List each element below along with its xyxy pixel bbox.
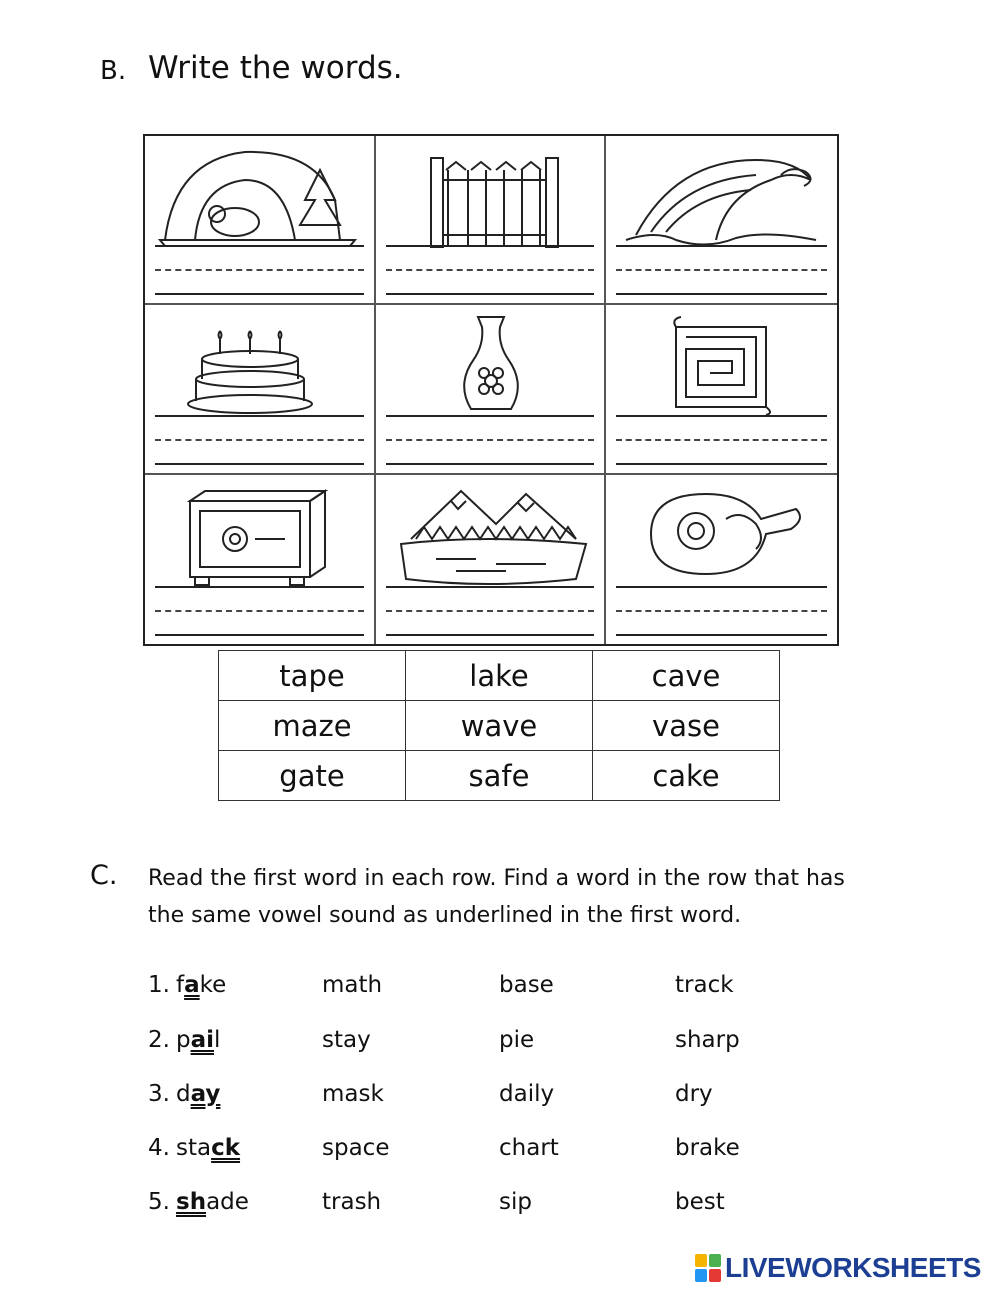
picture-cell-2[interactable] bbox=[376, 136, 607, 305]
underlined-sound: ay bbox=[190, 1081, 221, 1107]
option-word[interactable]: brake bbox=[675, 1135, 740, 1161]
question-word: fake bbox=[176, 972, 227, 998]
question-row-2 bbox=[148, 1027, 788, 1067]
question-number: 3. bbox=[148, 1081, 170, 1107]
option-word[interactable]: dry bbox=[675, 1081, 713, 1107]
underlined-sound: a bbox=[184, 972, 200, 998]
option-word[interactable]: base bbox=[499, 972, 554, 998]
option-word[interactable]: chart bbox=[499, 1135, 559, 1161]
option-word[interactable]: space bbox=[322, 1135, 390, 1161]
word-bank-row bbox=[219, 751, 780, 801]
word-bank-cell: wave bbox=[406, 701, 593, 751]
option-word[interactable]: sip bbox=[499, 1189, 532, 1215]
instruction-line: Read the first word in each row. Find a word in the row that has bbox=[148, 866, 845, 891]
wave-icon bbox=[616, 140, 826, 248]
word-bank-row bbox=[219, 701, 780, 751]
tape-icon bbox=[616, 479, 826, 587]
question-word: shade bbox=[176, 1189, 249, 1215]
lake-icon bbox=[386, 479, 596, 587]
picture-cell-5[interactable] bbox=[376, 305, 607, 474]
option-word[interactable]: daily bbox=[499, 1081, 555, 1107]
question-number: 1. bbox=[148, 972, 170, 998]
underlined-sound: ai bbox=[190, 1027, 215, 1053]
picture-cell-7[interactable] bbox=[145, 475, 376, 644]
vase-icon bbox=[386, 309, 596, 417]
option-word[interactable]: best bbox=[675, 1189, 725, 1215]
word-bank-row bbox=[219, 651, 780, 701]
picture-cell-4[interactable] bbox=[145, 305, 376, 474]
option-word[interactable]: stay bbox=[322, 1027, 371, 1053]
question-word: pail bbox=[176, 1027, 221, 1053]
underlined-sound: ck bbox=[211, 1135, 241, 1161]
safe-icon bbox=[155, 479, 365, 587]
word-bank-table bbox=[218, 650, 780, 801]
question-number: 2. bbox=[148, 1027, 170, 1053]
underlined-sound: sh bbox=[176, 1189, 207, 1215]
picture-cell-6[interactable] bbox=[606, 305, 837, 474]
picture-cell-1[interactable] bbox=[145, 136, 376, 305]
word-bank-cell: cake bbox=[593, 751, 780, 801]
word-bank-cell: cave bbox=[593, 651, 780, 701]
question-row-1 bbox=[148, 972, 788, 1012]
option-word[interactable]: track bbox=[675, 972, 734, 998]
logo-text: LIVEWORKSHEETS bbox=[725, 1252, 981, 1283]
question-number: 5. bbox=[148, 1189, 170, 1215]
picture-cell-3[interactable] bbox=[606, 136, 837, 305]
option-word[interactable]: sharp bbox=[675, 1027, 740, 1053]
section-b-title: Write the words. bbox=[148, 50, 403, 86]
word-bank-cell: maze bbox=[219, 701, 406, 751]
word-bank-cell: safe bbox=[406, 751, 593, 801]
liveworksheets-logo bbox=[695, 1252, 981, 1284]
option-word[interactable]: math bbox=[322, 972, 383, 998]
question-row-5 bbox=[148, 1189, 788, 1229]
instruction-line: the same vowel sound as underlined in the first word. bbox=[148, 903, 742, 928]
picture-cell-9[interactable] bbox=[606, 475, 837, 644]
maze-icon bbox=[616, 309, 826, 417]
cave-icon bbox=[155, 140, 365, 248]
picture-grid bbox=[143, 134, 839, 646]
option-word[interactable]: mask bbox=[322, 1081, 384, 1107]
word-bank-cell: tape bbox=[219, 651, 406, 701]
word-bank-cell: lake bbox=[406, 651, 593, 701]
question-word: stack bbox=[176, 1135, 241, 1161]
cake-icon bbox=[155, 309, 365, 417]
word-bank-cell: vase bbox=[593, 701, 780, 751]
question-row-4 bbox=[148, 1135, 788, 1175]
question-row-3 bbox=[148, 1081, 788, 1121]
option-word[interactable]: pie bbox=[499, 1027, 535, 1053]
section-c-letter: C. bbox=[90, 860, 118, 891]
gate-icon bbox=[386, 140, 596, 248]
section-b-letter: B. bbox=[100, 56, 127, 86]
option-word[interactable]: trash bbox=[322, 1189, 382, 1215]
picture-cell-8[interactable] bbox=[376, 475, 607, 644]
word-bank-cell: gate bbox=[219, 751, 406, 801]
question-word: day bbox=[176, 1081, 221, 1107]
question-number: 4. bbox=[148, 1135, 170, 1161]
section-c-instructions bbox=[148, 860, 968, 934]
logo-blocks-icon bbox=[695, 1254, 721, 1282]
